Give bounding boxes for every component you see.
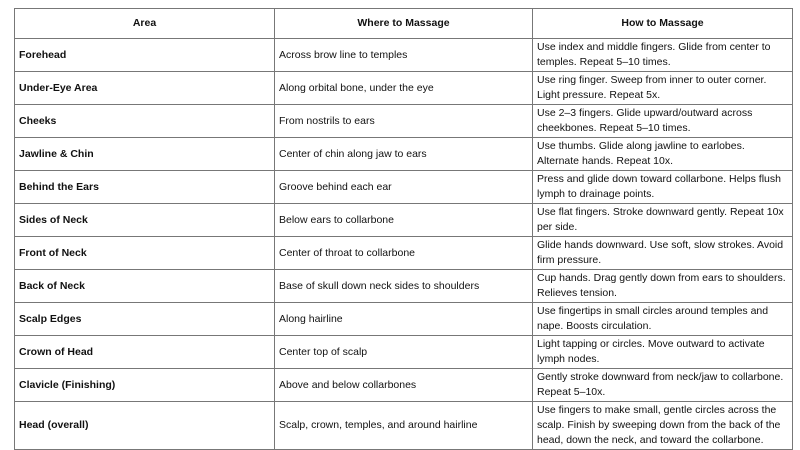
how-cell: Use flat fingers. Stroke downward gently. Repeat 10x per side. (533, 204, 793, 237)
area-cell: Back of Neck (15, 270, 275, 303)
table-row (15, 72, 793, 105)
area-cell: Front of Neck (15, 237, 275, 270)
table-row (15, 171, 793, 204)
area-cell: Head (overall) (15, 402, 275, 450)
header-area: Area (15, 9, 275, 39)
area-cell: Scalp Edges (15, 303, 275, 336)
table-row (15, 138, 793, 171)
header-how: How to Massage (533, 9, 793, 39)
table-row (15, 270, 793, 303)
how-cell: Use index and middle fingers. Glide from center to temples. Repeat 5–10 times. (533, 39, 793, 72)
table-row (15, 303, 793, 336)
area-cell: Sides of Neck (15, 204, 275, 237)
area-cell: Under-Eye Area (15, 72, 275, 105)
where-cell: Groove behind each ear (275, 171, 533, 204)
table-row (15, 39, 793, 72)
area-cell: Jawline & Chin (15, 138, 275, 171)
how-cell: Use fingertips in small circles around temples and nape. Boosts circulation. (533, 303, 793, 336)
where-cell: Center of chin along jaw to ears (275, 138, 533, 171)
where-cell: Above and below collarbones (275, 369, 533, 402)
how-cell: Gently stroke downward from neck/jaw to collarbone. Repeat 5–10x. (533, 369, 793, 402)
table-row (15, 105, 793, 138)
table-row (15, 204, 793, 237)
where-cell: Base of skull down neck sides to shoulders (275, 270, 533, 303)
header-row (15, 9, 793, 39)
area-cell: Crown of Head (15, 336, 275, 369)
table-header (15, 9, 793, 39)
how-cell: Use fingers to make small, gentle circles across the scalp. Finish by sweeping down from the back of the head, down the neck, and toward the collarbone. (533, 402, 793, 450)
area-cell: Forehead (15, 39, 275, 72)
how-cell: Light tapping or circles. Move outward to activate lymph nodes. (533, 336, 793, 369)
table-row (15, 336, 793, 369)
table-row (15, 369, 793, 402)
massage-table-container (14, 8, 792, 450)
where-cell: Center of throat to collarbone (275, 237, 533, 270)
how-cell: Use thumbs. Glide along jawline to earlobes. Alternate hands. Repeat 10x. (533, 138, 793, 171)
area-cell: Cheeks (15, 105, 275, 138)
where-cell: Along hairline (275, 303, 533, 336)
how-cell: Use 2–3 fingers. Glide upward/outward across cheekbones. Repeat 5–10 times. (533, 105, 793, 138)
area-cell: Behind the Ears (15, 171, 275, 204)
where-cell: Center top of scalp (275, 336, 533, 369)
where-cell: Below ears to collarbone (275, 204, 533, 237)
how-cell: Use ring finger. Sweep from inner to outer corner. Light pressure. Repeat 5x. (533, 72, 793, 105)
where-cell: Along orbital bone, under the eye (275, 72, 533, 105)
table-row (15, 237, 793, 270)
how-cell: Cup hands. Drag gently down from ears to shoulders. Relieves tension. (533, 270, 793, 303)
where-cell: Across brow line to temples (275, 39, 533, 72)
massage-table (14, 8, 793, 450)
how-cell: Press and glide down toward collarbone. Helps flush lymph to drainage points. (533, 171, 793, 204)
how-cell: Glide hands downward. Use soft, slow strokes. Avoid firm pressure. (533, 237, 793, 270)
table-row (15, 402, 793, 450)
header-where: Where to Massage (275, 9, 533, 39)
where-cell: From nostrils to ears (275, 105, 533, 138)
area-cell: Clavicle (Finishing) (15, 369, 275, 402)
where-cell: Scalp, crown, temples, and around hairline (275, 402, 533, 450)
table-body (15, 39, 793, 450)
